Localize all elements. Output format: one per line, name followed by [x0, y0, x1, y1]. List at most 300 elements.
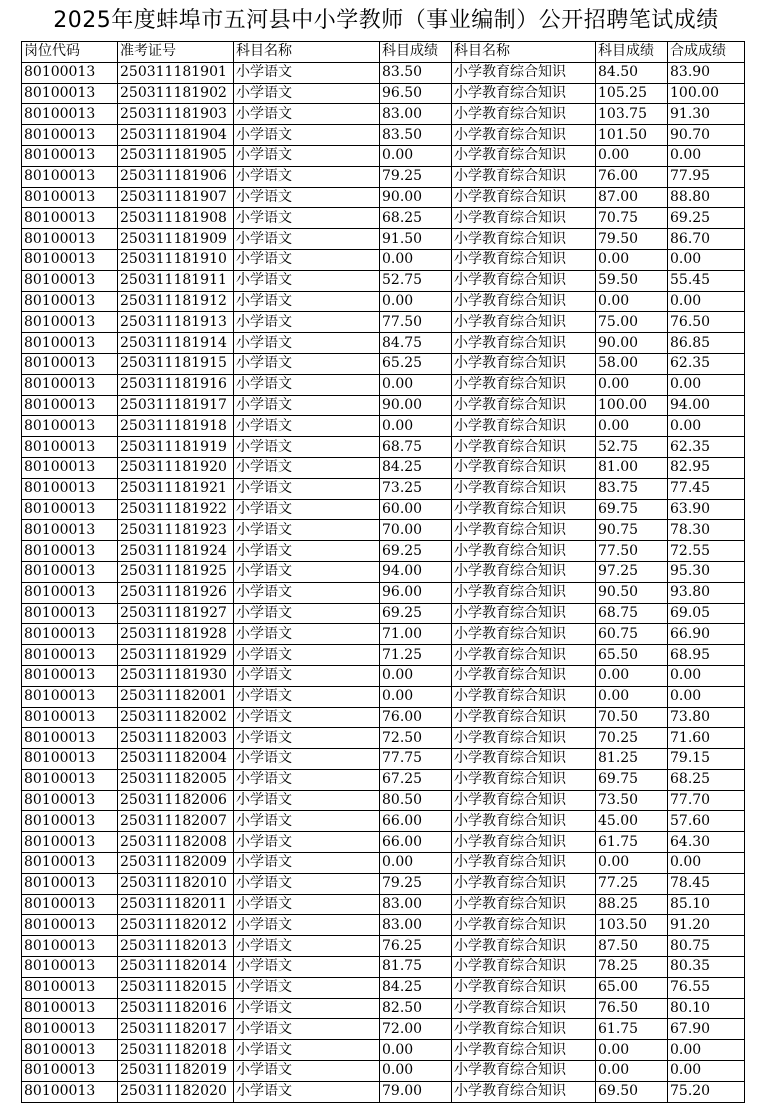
subject-score-1-cell: 69.25 [380, 603, 452, 624]
subject-name-1-cell: 小学语文 [234, 749, 380, 770]
subject-name-2-cell: 小学教育综合知识 [452, 1081, 596, 1102]
post-code-cell: 80100013 [22, 312, 118, 333]
subject-name-2-cell: 小学教育综合知识 [452, 353, 596, 374]
post-code-cell: 80100013 [22, 478, 118, 499]
subject-score-1-cell: 73.25 [380, 478, 452, 499]
combined-score-cell: 90.70 [668, 125, 745, 146]
combined-score-cell: 77.95 [668, 166, 745, 187]
table-row [22, 416, 745, 437]
subject-name-2-cell: 小学教育综合知识 [452, 561, 596, 582]
admission-number-cell: 250311181912 [118, 291, 234, 312]
subject-score-1-cell: 79.00 [380, 1081, 452, 1102]
admission-number-cell: 250311181926 [118, 582, 234, 603]
post-code-cell: 80100013 [22, 832, 118, 853]
table-row [22, 811, 745, 832]
subject-name-1-cell: 小学语文 [234, 790, 380, 811]
subject-score-2-cell: 61.75 [596, 1019, 668, 1040]
table-row [22, 353, 745, 374]
admission-number-cell: 250311181907 [118, 187, 234, 208]
combined-score-cell: 0.00 [668, 1040, 745, 1061]
admission-number-cell: 250311182013 [118, 936, 234, 957]
subject-name-2-cell: 小学教育综合知识 [452, 665, 596, 686]
subject-score-1-cell: 90.00 [380, 187, 452, 208]
table-row [22, 104, 745, 125]
table-row [22, 686, 745, 707]
admission-number-cell: 250311181904 [118, 125, 234, 146]
subject-score-2-cell: 81.25 [596, 749, 668, 770]
subject-name-1-cell: 小学语文 [234, 541, 380, 562]
post-code-cell: 80100013 [22, 83, 118, 104]
subject-score-1-cell: 79.25 [380, 873, 452, 894]
subject-score-2-cell: 88.25 [596, 894, 668, 915]
post-code-cell: 80100013 [22, 437, 118, 458]
subject-name-1-cell: 小学语文 [234, 145, 380, 166]
subject-score-1-cell: 71.00 [380, 624, 452, 645]
subject-name-2-cell: 小学教育综合知识 [452, 582, 596, 603]
subject-score-2-cell: 0.00 [596, 1061, 668, 1082]
admission-number-cell: 250311182012 [118, 915, 234, 936]
subject-score-2-cell: 90.50 [596, 582, 668, 603]
subject-name-2-cell: 小学教育综合知识 [452, 624, 596, 645]
post-code-cell: 80100013 [22, 333, 118, 354]
admission-number-cell: 250311181917 [118, 395, 234, 416]
subject-name-2-cell: 小学教育综合知识 [452, 125, 596, 146]
subject-name-1-cell: 小学语文 [234, 957, 380, 978]
subject-name-2-cell: 小学教育综合知识 [452, 936, 596, 957]
subject-score-1-cell: 90.00 [380, 395, 452, 416]
table-row [22, 853, 745, 874]
subject-score-2-cell: 69.50 [596, 1081, 668, 1102]
subject-score-2-cell: 101.50 [596, 125, 668, 146]
subject-score-2-cell: 68.75 [596, 603, 668, 624]
subject-name-2-cell: 小学教育综合知识 [452, 520, 596, 541]
score-table [21, 41, 745, 1103]
subject-name-1-cell: 小学语文 [234, 1040, 380, 1061]
subject-name-1-cell: 小学语文 [234, 582, 380, 603]
post-code-cell: 80100013 [22, 353, 118, 374]
subject-score-1-cell: 77.75 [380, 749, 452, 770]
subject-score-2-cell: 0.00 [596, 374, 668, 395]
post-code-cell: 80100013 [22, 957, 118, 978]
header-subject-score-1: 科目成绩 [380, 42, 452, 63]
subject-score-2-cell: 69.75 [596, 769, 668, 790]
subject-name-1-cell: 小学语文 [234, 104, 380, 125]
subject-name-1-cell: 小学语文 [234, 1081, 380, 1102]
subject-name-2-cell: 小学教育综合知识 [452, 83, 596, 104]
admission-number-cell: 250311181920 [118, 457, 234, 478]
combined-score-cell: 78.30 [668, 520, 745, 541]
post-code-cell: 80100013 [22, 229, 118, 250]
post-code-cell: 80100013 [22, 665, 118, 686]
subject-score-2-cell: 61.75 [596, 832, 668, 853]
subject-score-2-cell: 58.00 [596, 353, 668, 374]
post-code-cell: 80100013 [22, 1061, 118, 1082]
table-row [22, 582, 745, 603]
admission-number-cell: 250311181924 [118, 541, 234, 562]
table-row [22, 333, 745, 354]
admission-number-cell: 250311182020 [118, 1081, 234, 1102]
subject-name-2-cell: 小学教育综合知识 [452, 894, 596, 915]
admission-number-cell: 250311182003 [118, 728, 234, 749]
subject-score-2-cell: 79.50 [596, 229, 668, 250]
table-row [22, 873, 745, 894]
subject-name-2-cell: 小学教育综合知识 [452, 416, 596, 437]
subject-score-1-cell: 68.75 [380, 437, 452, 458]
admission-number-cell: 250311181901 [118, 62, 234, 83]
subject-score-1-cell: 72.00 [380, 1019, 452, 1040]
table-row [22, 229, 745, 250]
subject-name-1-cell: 小学语文 [234, 249, 380, 270]
admission-number-cell: 250311181916 [118, 374, 234, 395]
table-row [22, 624, 745, 645]
subject-name-1-cell: 小学语文 [234, 561, 380, 582]
subject-score-2-cell: 97.25 [596, 561, 668, 582]
table-row [22, 977, 745, 998]
post-code-cell: 80100013 [22, 270, 118, 291]
subject-name-1-cell: 小学语文 [234, 478, 380, 499]
subject-score-2-cell: 76.00 [596, 166, 668, 187]
subject-score-1-cell: 70.00 [380, 520, 452, 541]
admission-number-cell: 250311181910 [118, 249, 234, 270]
subject-score-1-cell: 68.25 [380, 208, 452, 229]
subject-score-2-cell: 77.50 [596, 541, 668, 562]
subject-score-2-cell: 73.50 [596, 790, 668, 811]
combined-score-cell: 91.20 [668, 915, 745, 936]
subject-name-2-cell: 小学教育综合知识 [452, 1019, 596, 1040]
combined-score-cell: 77.70 [668, 790, 745, 811]
admission-number-cell: 250311181922 [118, 499, 234, 520]
admission-number-cell: 250311182019 [118, 1061, 234, 1082]
combined-score-cell: 0.00 [668, 145, 745, 166]
table-row [22, 728, 745, 749]
table-row [22, 1040, 745, 1061]
subject-score-2-cell: 105.25 [596, 83, 668, 104]
combined-score-cell: 86.85 [668, 333, 745, 354]
subject-score-2-cell: 0.00 [596, 291, 668, 312]
admission-number-cell: 250311182005 [118, 769, 234, 790]
combined-score-cell: 68.95 [668, 645, 745, 666]
subject-name-2-cell: 小学教育综合知识 [452, 603, 596, 624]
subject-score-1-cell: 82.50 [380, 998, 452, 1019]
subject-score-1-cell: 69.25 [380, 541, 452, 562]
subject-score-1-cell: 96.00 [380, 582, 452, 603]
admission-number-cell: 250311181928 [118, 624, 234, 645]
subject-name-1-cell: 小学语文 [234, 499, 380, 520]
post-code-cell: 80100013 [22, 707, 118, 728]
subject-name-2-cell: 小学教育综合知识 [452, 333, 596, 354]
combined-score-cell: 82.95 [668, 457, 745, 478]
combined-score-cell: 76.50 [668, 312, 745, 333]
subject-name-2-cell: 小学教育综合知识 [452, 1061, 596, 1082]
table-row [22, 1061, 745, 1082]
combined-score-cell: 57.60 [668, 811, 745, 832]
subject-name-2-cell: 小学教育综合知识 [452, 645, 596, 666]
subject-name-2-cell: 小学教育综合知识 [452, 104, 596, 125]
table-row [22, 769, 745, 790]
combined-score-cell: 55.45 [668, 270, 745, 291]
subject-name-1-cell: 小学语文 [234, 998, 380, 1019]
admission-number-cell: 250311182018 [118, 1040, 234, 1061]
subject-name-2-cell: 小学教育综合知识 [452, 395, 596, 416]
subject-score-2-cell: 69.75 [596, 499, 668, 520]
subject-score-2-cell: 90.75 [596, 520, 668, 541]
subject-score-2-cell: 0.00 [596, 686, 668, 707]
admission-number-cell: 250311181906 [118, 166, 234, 187]
combined-score-cell: 75.20 [668, 1081, 745, 1102]
subject-name-2-cell: 小学教育综合知识 [452, 312, 596, 333]
combined-score-cell: 94.00 [668, 395, 745, 416]
admission-number-cell: 250311182016 [118, 998, 234, 1019]
subject-score-2-cell: 70.50 [596, 707, 668, 728]
post-code-cell: 80100013 [22, 873, 118, 894]
post-code-cell: 80100013 [22, 457, 118, 478]
subject-score-2-cell: 0.00 [596, 416, 668, 437]
combined-score-cell: 79.15 [668, 749, 745, 770]
subject-score-2-cell: 45.00 [596, 811, 668, 832]
subject-name-1-cell: 小学语文 [234, 395, 380, 416]
table-row [22, 499, 745, 520]
combined-score-cell: 69.05 [668, 603, 745, 624]
subject-score-1-cell: 0.00 [380, 374, 452, 395]
post-code-cell: 80100013 [22, 790, 118, 811]
combined-score-cell: 0.00 [668, 1061, 745, 1082]
subject-score-1-cell: 76.25 [380, 936, 452, 957]
header-admission-number: 准考证号 [118, 42, 234, 63]
combined-score-cell: 0.00 [668, 686, 745, 707]
combined-score-cell: 0.00 [668, 374, 745, 395]
admission-number-cell: 250311181930 [118, 665, 234, 686]
post-code-cell: 80100013 [22, 1019, 118, 1040]
post-code-cell: 80100013 [22, 374, 118, 395]
post-code-cell: 80100013 [22, 187, 118, 208]
admission-number-cell: 250311182010 [118, 873, 234, 894]
table-row [22, 998, 745, 1019]
combined-score-cell: 67.90 [668, 1019, 745, 1040]
subject-name-1-cell: 小学语文 [234, 229, 380, 250]
table-row [22, 936, 745, 957]
subject-name-1-cell: 小学语文 [234, 1061, 380, 1082]
subject-name-1-cell: 小学语文 [234, 125, 380, 146]
admission-number-cell: 250311182007 [118, 811, 234, 832]
subject-name-1-cell: 小学语文 [234, 270, 380, 291]
combined-score-cell: 68.25 [668, 769, 745, 790]
admission-number-cell: 250311181909 [118, 229, 234, 250]
subject-score-2-cell: 81.00 [596, 457, 668, 478]
combined-score-cell: 64.30 [668, 832, 745, 853]
table-row [22, 437, 745, 458]
subject-name-1-cell: 小学语文 [234, 437, 380, 458]
subject-name-2-cell: 小学教育综合知识 [452, 187, 596, 208]
subject-name-2-cell: 小学教育综合知识 [452, 686, 596, 707]
subject-score-1-cell: 65.25 [380, 353, 452, 374]
combined-score-cell: 83.90 [668, 62, 745, 83]
subject-score-1-cell: 83.00 [380, 104, 452, 125]
table-row [22, 707, 745, 728]
subject-name-2-cell: 小学教育综合知识 [452, 62, 596, 83]
admission-number-cell: 250311182015 [118, 977, 234, 998]
admission-number-cell: 250311181929 [118, 645, 234, 666]
post-code-cell: 80100013 [22, 998, 118, 1019]
admission-number-cell: 250311182011 [118, 894, 234, 915]
post-code-cell: 80100013 [22, 603, 118, 624]
subject-name-2-cell: 小学教育综合知识 [452, 541, 596, 562]
subject-name-1-cell: 小学语文 [234, 457, 380, 478]
subject-name-1-cell: 小学语文 [234, 603, 380, 624]
post-code-cell: 80100013 [22, 728, 118, 749]
post-code-cell: 80100013 [22, 1040, 118, 1061]
subject-score-2-cell: 65.50 [596, 645, 668, 666]
post-code-cell: 80100013 [22, 561, 118, 582]
subject-score-2-cell: 78.25 [596, 957, 668, 978]
subject-name-2-cell: 小学教育综合知识 [452, 145, 596, 166]
subject-name-2-cell: 小学教育综合知识 [452, 478, 596, 499]
subject-score-1-cell: 84.25 [380, 457, 452, 478]
subject-score-1-cell: 79.25 [380, 166, 452, 187]
subject-name-1-cell: 小学语文 [234, 936, 380, 957]
admission-number-cell: 250311181905 [118, 145, 234, 166]
combined-score-cell: 77.45 [668, 478, 745, 499]
admission-number-cell: 250311182001 [118, 686, 234, 707]
combined-score-cell: 88.80 [668, 187, 745, 208]
post-code-cell: 80100013 [22, 125, 118, 146]
header-subject-score-2: 科目成绩 [596, 42, 668, 63]
post-code-cell: 80100013 [22, 499, 118, 520]
combined-score-cell: 85.10 [668, 894, 745, 915]
post-code-cell: 80100013 [22, 145, 118, 166]
admission-number-cell: 250311182008 [118, 832, 234, 853]
subject-score-1-cell: 77.50 [380, 312, 452, 333]
subject-name-2-cell: 小学教育综合知识 [452, 769, 596, 790]
subject-name-1-cell: 小学语文 [234, 915, 380, 936]
subject-score-2-cell: 90.00 [596, 333, 668, 354]
combined-score-cell: 62.35 [668, 437, 745, 458]
subject-name-1-cell: 小学语文 [234, 1019, 380, 1040]
table-row [22, 541, 745, 562]
post-code-cell: 80100013 [22, 541, 118, 562]
header-post-code: 岗位代码 [22, 42, 118, 63]
combined-score-cell: 78.45 [668, 873, 745, 894]
subject-name-1-cell: 小学语文 [234, 166, 380, 187]
subject-name-1-cell: 小学语文 [234, 665, 380, 686]
admission-number-cell: 250311182006 [118, 790, 234, 811]
subject-name-1-cell: 小学语文 [234, 811, 380, 832]
combined-score-cell: 0.00 [668, 853, 745, 874]
post-code-cell: 80100013 [22, 645, 118, 666]
subject-score-1-cell: 0.00 [380, 249, 452, 270]
subject-score-1-cell: 0.00 [380, 665, 452, 686]
subject-name-1-cell: 小学语文 [234, 187, 380, 208]
subject-name-2-cell: 小学教育综合知识 [452, 957, 596, 978]
subject-score-1-cell: 84.75 [380, 333, 452, 354]
table-row [22, 312, 745, 333]
post-code-cell: 80100013 [22, 582, 118, 603]
subject-name-1-cell: 小学语文 [234, 291, 380, 312]
subject-score-1-cell: 96.50 [380, 83, 452, 104]
table-row [22, 249, 745, 270]
admission-number-cell: 250311182009 [118, 853, 234, 874]
subject-score-1-cell: 81.75 [380, 957, 452, 978]
admission-number-cell: 250311181918 [118, 416, 234, 437]
post-code-cell: 80100013 [22, 769, 118, 790]
subject-score-2-cell: 0.00 [596, 665, 668, 686]
subject-score-2-cell: 60.75 [596, 624, 668, 645]
subject-score-1-cell: 0.00 [380, 853, 452, 874]
table-row [22, 395, 745, 416]
combined-score-cell: 80.10 [668, 998, 745, 1019]
subject-name-1-cell: 小学语文 [234, 707, 380, 728]
subject-name-2-cell: 小学教育综合知识 [452, 853, 596, 874]
subject-name-1-cell: 小学语文 [234, 873, 380, 894]
subject-score-1-cell: 0.00 [380, 1040, 452, 1061]
subject-name-2-cell: 小学教育综合知识 [452, 249, 596, 270]
admission-number-cell: 250311181915 [118, 353, 234, 374]
subject-score-1-cell: 94.00 [380, 561, 452, 582]
post-code-cell: 80100013 [22, 249, 118, 270]
combined-score-cell: 80.35 [668, 957, 745, 978]
table-row [22, 520, 745, 541]
subject-score-1-cell: 66.00 [380, 832, 452, 853]
table-row [22, 1081, 745, 1102]
subject-score-2-cell: 52.75 [596, 437, 668, 458]
combined-score-cell: 69.25 [668, 208, 745, 229]
subject-name-1-cell: 小学语文 [234, 208, 380, 229]
subject-name-1-cell: 小学语文 [234, 416, 380, 437]
subject-name-1-cell: 小学语文 [234, 353, 380, 374]
admission-number-cell: 250311181925 [118, 561, 234, 582]
subject-name-1-cell: 小学语文 [234, 853, 380, 874]
subject-name-2-cell: 小学教育综合知识 [452, 873, 596, 894]
table-row [22, 894, 745, 915]
combined-score-cell: 0.00 [668, 291, 745, 312]
post-code-cell: 80100013 [22, 894, 118, 915]
subject-name-1-cell: 小学语文 [234, 62, 380, 83]
subject-score-2-cell: 103.50 [596, 915, 668, 936]
admission-number-cell: 250311181919 [118, 437, 234, 458]
subject-score-1-cell: 83.00 [380, 915, 452, 936]
subject-score-1-cell: 71.25 [380, 645, 452, 666]
table-row [22, 166, 745, 187]
combined-score-cell: 71.60 [668, 728, 745, 749]
subject-name-2-cell: 小学教育综合知识 [452, 208, 596, 229]
table-header-row [22, 42, 745, 63]
subject-name-2-cell: 小学教育综合知识 [452, 832, 596, 853]
combined-score-cell: 62.35 [668, 353, 745, 374]
post-code-cell: 80100013 [22, 166, 118, 187]
table-row [22, 208, 745, 229]
table-row [22, 749, 745, 770]
admission-number-cell: 250311182017 [118, 1019, 234, 1040]
subject-name-2-cell: 小学教育综合知识 [452, 749, 596, 770]
subject-name-2-cell: 小学教育综合知识 [452, 707, 596, 728]
admission-number-cell: 250311181903 [118, 104, 234, 125]
subject-score-2-cell: 65.00 [596, 977, 668, 998]
post-code-cell: 80100013 [22, 977, 118, 998]
subject-score-1-cell: 52.75 [380, 270, 452, 291]
subject-name-2-cell: 小学教育综合知识 [452, 166, 596, 187]
subject-score-1-cell: 0.00 [380, 416, 452, 437]
combined-score-cell: 0.00 [668, 249, 745, 270]
admission-number-cell: 250311182004 [118, 749, 234, 770]
table-row [22, 790, 745, 811]
combined-score-cell: 93.80 [668, 582, 745, 603]
subject-name-2-cell: 小学教育综合知识 [452, 811, 596, 832]
admission-number-cell: 250311181927 [118, 603, 234, 624]
subject-score-1-cell: 0.00 [380, 145, 452, 166]
post-code-cell: 80100013 [22, 208, 118, 229]
table-row [22, 83, 745, 104]
subject-name-2-cell: 小学教育综合知识 [452, 374, 596, 395]
subject-score-1-cell: 0.00 [380, 291, 452, 312]
